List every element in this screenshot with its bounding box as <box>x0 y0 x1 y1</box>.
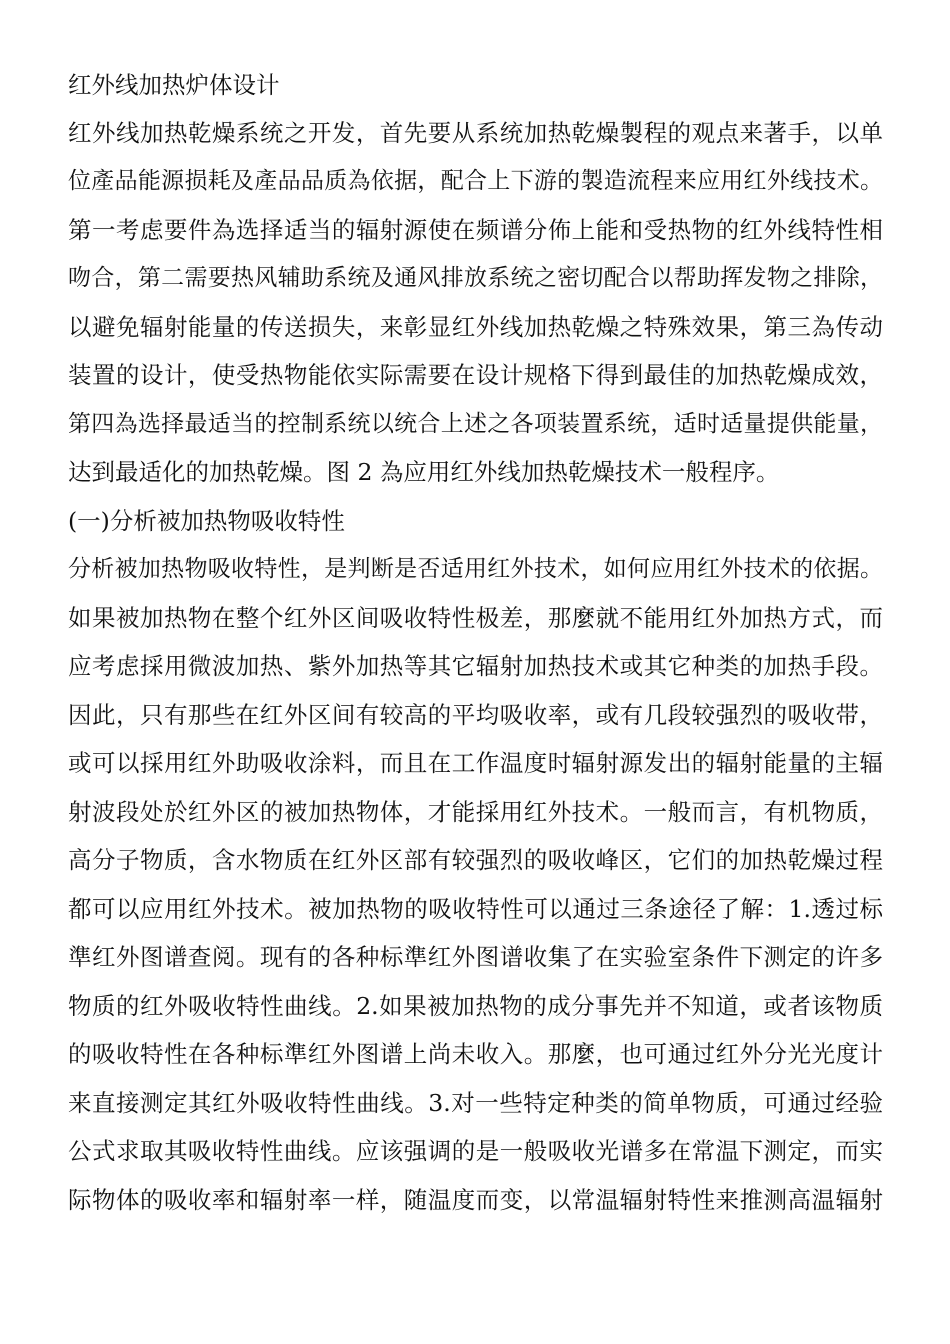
text-line: 达到最适化的加热乾燥。图 2 為应用红外线加热乾燥技术一般程序。 <box>68 458 780 486</box>
text-line: 红外线加热乾燥系统之开发，首先要从系统加热乾燥製程的观点来著手，以单 <box>68 119 883 147</box>
text-line: 分析被加热物吸收特性，是判断是否适用红外技术，如何应用红外技术的依据。 <box>68 556 883 582</box>
text-line: 因此，只有那些在红外区间有较高的平均吸收率，或有几段较强烈的吸收带， <box>68 701 883 729</box>
text-line: 都可以应用红外技术。被加热物的吸收特性可以通过三条途径了解：1.透过标 <box>68 895 883 923</box>
text-line: 装置的设计，使受热物能依实际需要在设计规格下得到最佳的加热乾燥成效， <box>68 361 883 389</box>
text-line: 吻合，第二需要热风辅助系统及通风排放系统之密切配合以帮助挥发物之排除， <box>68 265 883 291</box>
text-line: 际物体的吸收率和辐射率一样，随温度而变，以常温辐射特性来推测高温辐射 <box>68 1186 883 1214</box>
text-line: 第四為选择最适当的控制系统以统合上述之各项装置系统，适时适量提供能量， <box>68 411 883 437</box>
text-line: 的吸收特性在各种标準红外图谱上尚未收入。那麼，也可通过红外分光光度计 <box>68 1040 883 1068</box>
text-line: 如果被加热物在整个红外区间吸收特性极差，那麼就不能用红外加热方式，而 <box>68 604 883 632</box>
text-line: 来直接测定其红外吸收特性曲线。3.对一些特定种类的简单物质，可通过经验 <box>68 1089 883 1117</box>
text-line: 射波段处於红外区的被加热物体，才能採用红外技术。一般而言，有机物质， <box>68 798 883 826</box>
text-line: 以避免辐射能量的传送损失，来彰显红外线加热乾燥之特殊效果，第三為传动 <box>68 313 883 341</box>
text-line: 公式求取其吸收特性曲线。应该强调的是一般吸收光谱多在常温下测定，而实 <box>68 1137 883 1165</box>
text-line: 準红外图谱查阅。现有的各种标準红外图谱收集了在实验室条件下测定的许多 <box>68 943 883 971</box>
text-line: 位產品能源损耗及產品品质為依据，配合上下游的製造流程来应用红外线技术。 <box>68 168 883 194</box>
text-line: 高分子物质，含水物质在红外区部有较强烈的吸收峰区，它们的加热乾燥过程 <box>68 846 883 874</box>
text-line: 或可以採用红外助吸收涂料，而且在工作温度时辐射源发出的辐射能量的主辐 <box>68 749 883 777</box>
section-heading: (一)分析被加热物吸收特性 <box>68 507 345 535</box>
text-line: 第一考虑要件為选择适当的辐射源使在频谱分佈上能和受热物的红外线特性相 <box>68 216 883 244</box>
text-line: 物质的红外吸收特性曲线。2.如果被加热物的成分事先并不知道，或者该物质 <box>68 992 883 1020</box>
text-line: 应考虑採用微波加热、紫外加热等其它辐射加热技术或其它种类的加热手段。 <box>68 652 883 680</box>
section-heading: 红外线加热炉体设计 <box>68 71 280 99</box>
